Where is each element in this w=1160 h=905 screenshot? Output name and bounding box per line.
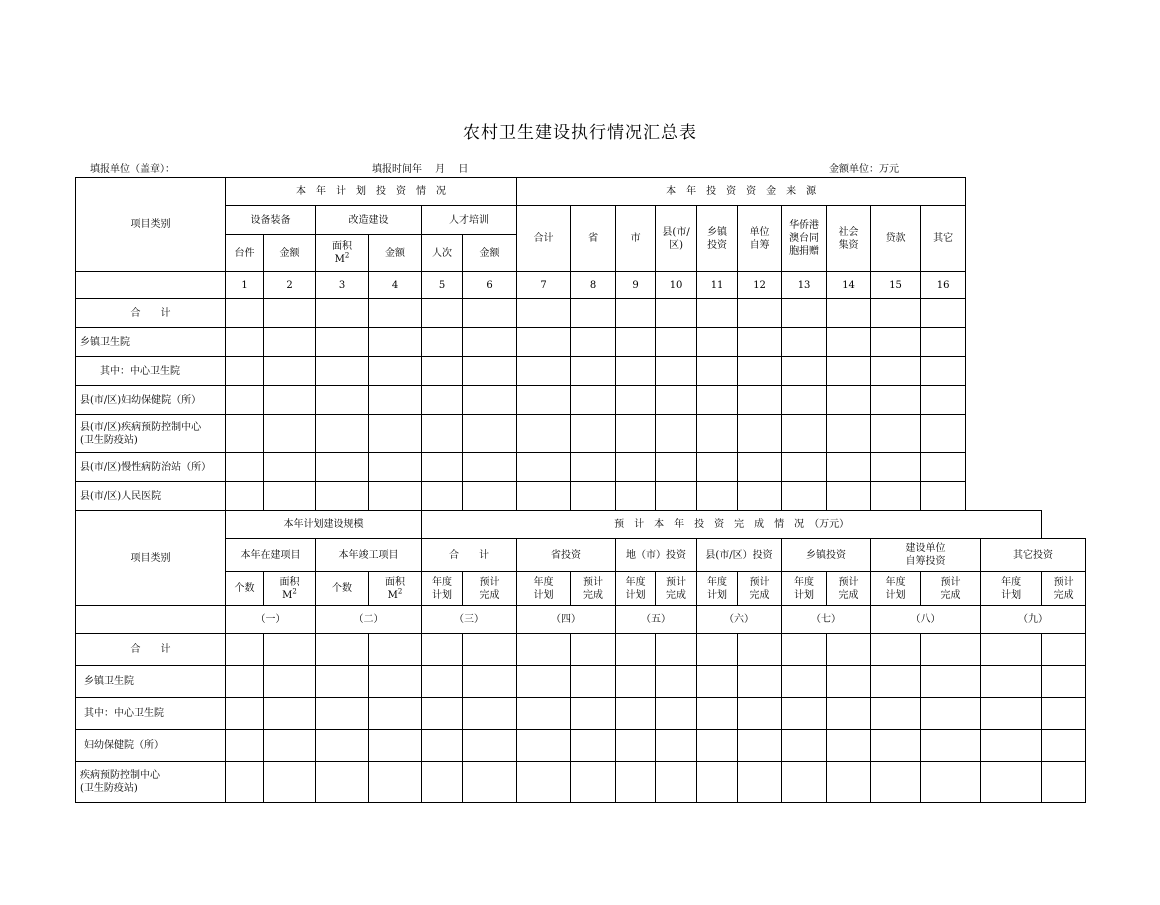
col-num: 6 — [463, 272, 517, 299]
total-header: 合 计 — [422, 539, 517, 572]
training-header: 人才培训 — [422, 206, 517, 235]
loan-header: 贷款 — [871, 206, 921, 272]
expected-header: 预计 完成 — [738, 572, 782, 606]
area-header: 面积 $M^2$ — [316, 235, 369, 272]
col-num: 1 — [226, 272, 264, 299]
expected-header: 预计 完成 — [656, 572, 697, 606]
col-num: 16 — [921, 272, 966, 299]
amount-header: 金额 — [264, 235, 316, 272]
table-row — [76, 453, 966, 482]
col-num: 8 — [571, 272, 616, 299]
expected-header: 预计 完成 — [827, 572, 871, 606]
row-label: 妇幼保健院（所） — [76, 730, 226, 762]
table-row — [76, 698, 1086, 730]
table-row — [76, 762, 1086, 803]
row-label: 其中：中心卫生院 — [76, 357, 226, 386]
units-header: 台件 — [226, 235, 264, 272]
col-num: 5 — [422, 272, 463, 299]
col-num: 12 — [738, 272, 782, 299]
plan-investment-header: 本 年 计 划 投 资 情 况 — [226, 178, 517, 206]
col-num: 9 — [616, 272, 656, 299]
other-investment-header: 其它投资 — [981, 539, 1086, 572]
row-label: 县(市/区)慢性病防治站（所） — [76, 453, 226, 482]
page-title: 农村卫生建设执行情况汇总表 — [463, 123, 697, 143]
row-label: 县(市/区)疾病预防控制中心 (卫生防疫站) — [76, 415, 226, 453]
table-row — [76, 328, 966, 357]
annual-plan-header: 年度 计划 — [616, 572, 656, 606]
amount-unit-label: 金额单位：万元 — [829, 164, 899, 175]
table-row — [76, 299, 966, 328]
funding-source-header: 本 年 投 资 资 金 来 源 — [517, 178, 966, 206]
count-header: 个数 — [316, 572, 369, 606]
annual-plan-header: 年度 计划 — [782, 572, 827, 606]
in-build-header: 本年在建项目 — [226, 539, 316, 572]
expected-header: 预计 完成 — [571, 572, 616, 606]
other-header: 其它 — [921, 206, 966, 272]
count-header: 个数 — [226, 572, 264, 606]
town-investment-header: 乡镇投资 — [782, 539, 871, 572]
col-num: 7 — [517, 272, 571, 299]
overseas-donation-header: 华侨港 澳台同 胞捐赠 — [782, 206, 827, 272]
col-num: （九） — [981, 606, 1086, 634]
col-num: （五） — [616, 606, 697, 634]
category-header: 项目类别 — [76, 511, 226, 606]
table-row — [76, 634, 1086, 666]
row-label: 其中：中心卫生院 — [76, 698, 226, 730]
column-number-row — [76, 272, 966, 299]
construction-scale-header: 本年计划建设规模 — [226, 511, 422, 539]
expected-header: 预计 完成 — [1042, 572, 1086, 606]
annual-plan-header: 年度 计划 — [517, 572, 571, 606]
col-num: （七） — [782, 606, 871, 634]
col-num: （四） — [517, 606, 616, 634]
county-investment-header: 县(市/区）投资 — [697, 539, 782, 572]
county-header: 县(市/ 区) — [656, 206, 697, 272]
investment-progress-header: 预 计 本 年 投 资 完 成 情 况 （万元） — [422, 511, 1042, 539]
city-header: 市 — [616, 206, 656, 272]
province-investment-header: 省投资 — [517, 539, 616, 572]
table-row — [76, 386, 966, 415]
completed-header: 本年竣工项目 — [316, 539, 422, 572]
row-label: 县(市/区)人民医院 — [76, 482, 226, 511]
col-num: 10 — [656, 272, 697, 299]
persons-header: 人次 — [422, 235, 463, 272]
row-label: 乡镇卫生院 — [76, 666, 226, 698]
table-row — [76, 666, 1086, 698]
col-num: （三） — [422, 606, 517, 634]
col-num: 11 — [697, 272, 738, 299]
province-header: 省 — [571, 206, 616, 272]
construction-progress-table — [75, 510, 1086, 803]
self-funded-header: 单位 自筹 — [738, 206, 782, 272]
col-num: 2 — [264, 272, 316, 299]
annual-plan-header: 年度 计划 — [422, 572, 463, 606]
renovation-header: 改造建设 — [316, 206, 422, 235]
row-label: 合 计 — [76, 299, 226, 328]
row-label: 乡镇卫生院 — [76, 328, 226, 357]
town-investment-header: 乡镇 投资 — [697, 206, 738, 272]
reporting-unit-label: 填报单位（盖章）： — [90, 164, 175, 175]
column-number-row — [76, 606, 1086, 634]
col-num: （二） — [316, 606, 422, 634]
row-label: 合 计 — [76, 634, 226, 666]
table-row — [76, 357, 966, 386]
col-num: 13 — [782, 272, 827, 299]
total-header: 合计 — [517, 206, 571, 272]
col-num: （一） — [226, 606, 316, 634]
category-header: 项目类别 — [76, 178, 226, 272]
expected-header: 预计 完成 — [921, 572, 981, 606]
annual-plan-header: 年度 计划 — [697, 572, 738, 606]
self-funded-header: 建设单位 自筹投资 — [871, 539, 981, 572]
social-fund-header: 社会 集资 — [827, 206, 871, 272]
col-num: （六） — [697, 606, 782, 634]
table-row — [76, 482, 966, 511]
col-num: 14 — [827, 272, 871, 299]
amount-header: 金额 — [369, 235, 422, 272]
table-row — [76, 730, 1086, 762]
expected-header: 预计 完成 — [463, 572, 517, 606]
equipment-header: 设备装备 — [226, 206, 316, 235]
col-num: 15 — [871, 272, 921, 299]
col-num: 4 — [369, 272, 422, 299]
table-row — [76, 415, 966, 453]
row-label: 县(市/区)妇幼保健院（所） — [76, 386, 226, 415]
col-num: 3 — [316, 272, 369, 299]
annual-plan-header: 年度 计划 — [871, 572, 921, 606]
row-label: 疾病预防控制中心 (卫生防疫站) — [76, 762, 226, 803]
reporting-time-label: 填报时间年 月 日 — [372, 164, 469, 175]
city-investment-header: 地（市）投资 — [616, 539, 697, 572]
col-num: （八） — [871, 606, 981, 634]
investment-plan-table — [75, 177, 966, 511]
area-header: 面积 $M^2$ — [369, 572, 422, 606]
amount-header: 金额 — [463, 235, 517, 272]
area-header: 面积 $M^2$ — [264, 572, 316, 606]
annual-plan-header: 年度 计划 — [981, 572, 1042, 606]
